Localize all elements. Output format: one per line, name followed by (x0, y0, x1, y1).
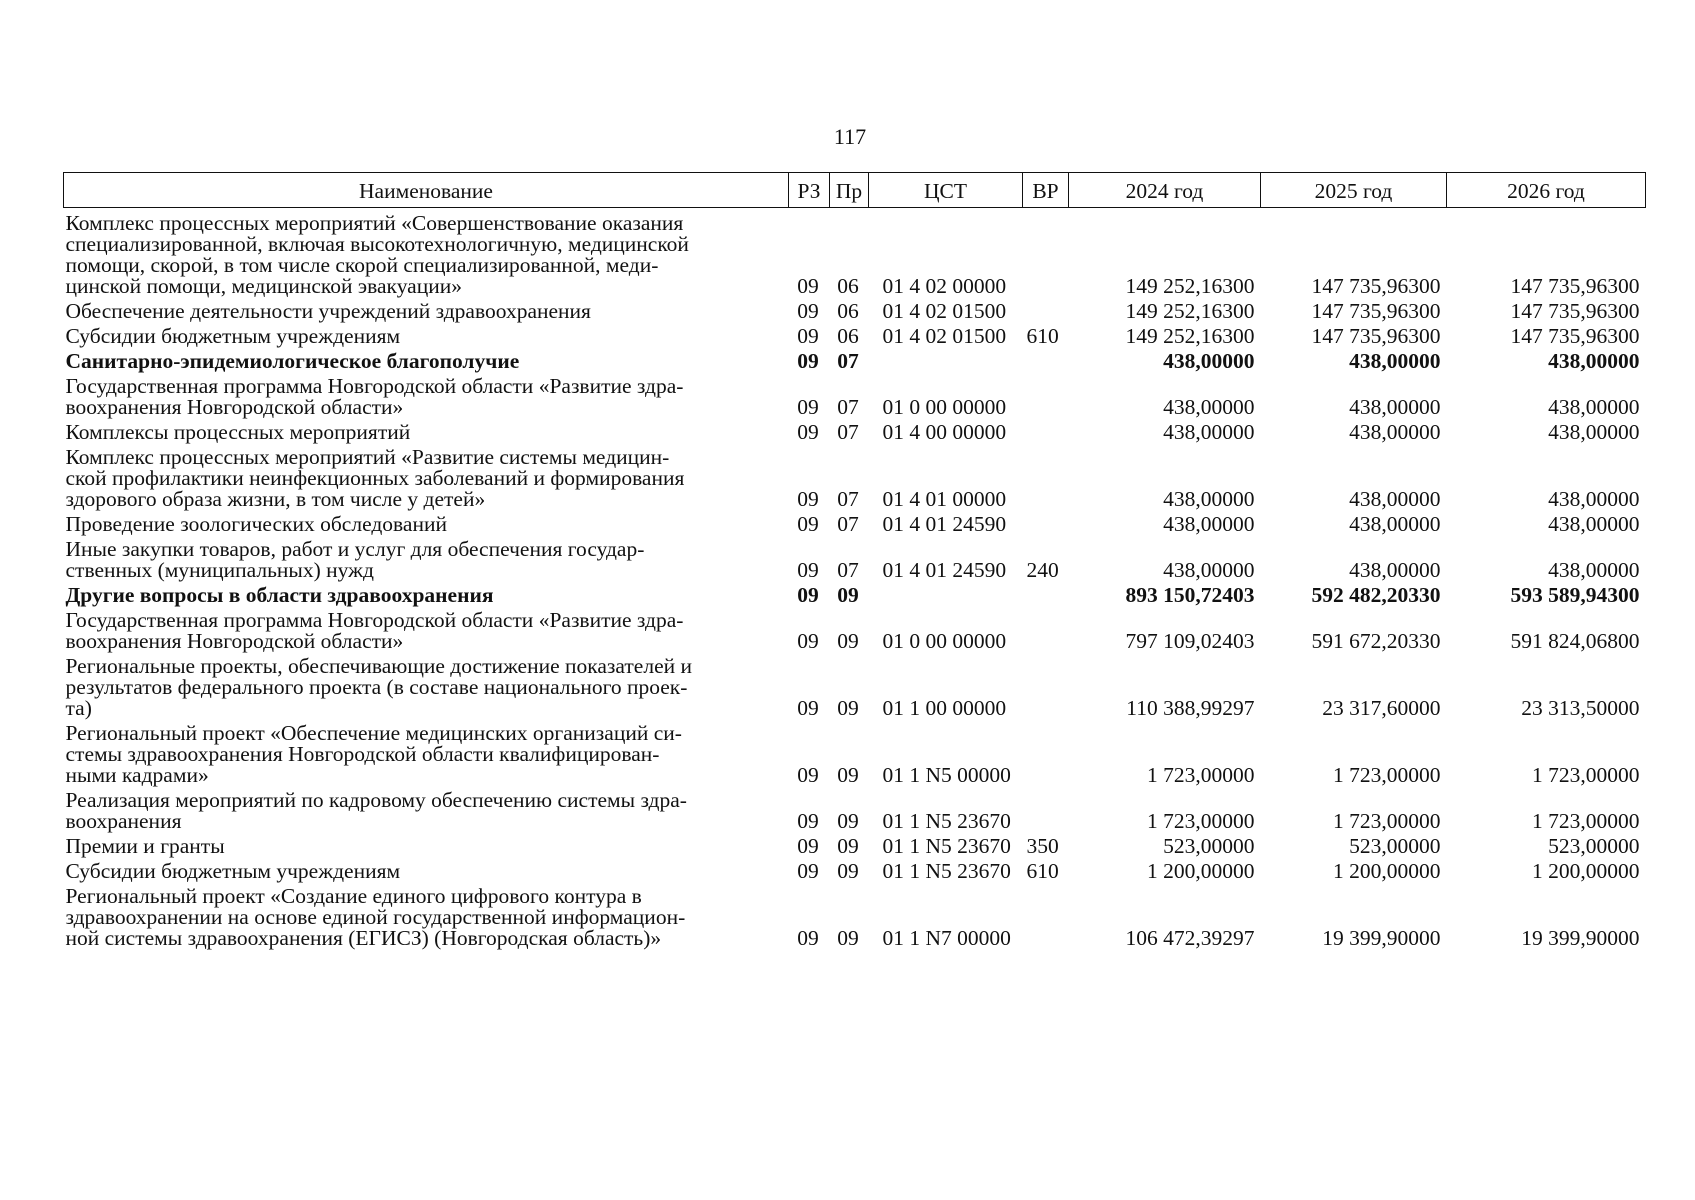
cell-2024: 438,00000 (1163, 395, 1255, 419)
cell-2024: 149 252,16300 (1125, 299, 1255, 323)
cell-pr: 09 (837, 926, 859, 950)
cell-2025: 438,00000 (1349, 512, 1441, 536)
cell-pr: 09 (837, 809, 859, 833)
cell-2026: 438,00000 (1548, 487, 1640, 511)
cell-pr: 06 (837, 324, 859, 348)
table-row (64, 789, 1646, 835)
cell-pr: 07 (837, 349, 859, 373)
cell-name: Комплексы процессных мероприятий (65, 420, 411, 444)
table-row (64, 835, 1646, 860)
table-row (64, 375, 1646, 421)
cell-pr: 06 (837, 299, 859, 323)
cell-2024: 438,00000 (1163, 558, 1255, 582)
cell-vr (1023, 375, 1069, 421)
cell-vr (1023, 208, 1069, 301)
cell-2025: 23 317,60000 (1322, 696, 1441, 720)
cell-vr (1023, 789, 1069, 835)
cell-2026: 593 589,94300 (1510, 583, 1640, 607)
cell-2025: 438,00000 (1349, 558, 1441, 582)
cell-name: Комплекс процессных мероприятий «Совершенствование оказания специализированной, включая высокотехнологичную, медицинской помощи, скорой, в том числе скорой специализированной, меди- цинской помощи, медицинской эвакуации» (65, 211, 689, 298)
cell-vr (1023, 655, 1069, 722)
cell-name: Региональные проекты, обеспечивающие достижение показателей и результатов федерального проекта (в составе национального проек- та) (65, 654, 693, 720)
cell-pr: 09 (837, 834, 859, 858)
cell-vr: 610 (1026, 324, 1059, 348)
cell-rz: 09 (797, 487, 819, 511)
cell-2024: 893 150,72403 (1125, 583, 1255, 607)
cell-name: Региональный проект «Обеспечение медицинских организаций си- стемы здравоохранения Новгородской области квалифицирован- ными кадрами» (65, 721, 682, 787)
cell-pr: 09 (837, 763, 859, 787)
table-row (64, 538, 1646, 584)
cell-pr: 06 (837, 274, 859, 298)
table-row (64, 300, 1646, 325)
cell-name: Региональный проект «Создание единого цифрового контура в здравоохранении на основе единой государственной информацион- ной системы здравоохранения (ЕГИСЗ) (Новгородская область)» (65, 884, 686, 950)
cell-cst: 01 1 00 00000 (882, 696, 1007, 720)
cell-2025: 19 399,90000 (1322, 926, 1441, 950)
cell-cst: 01 0 00 00000 (882, 629, 1007, 653)
cell-pr: 07 (837, 558, 859, 582)
cell-rz: 09 (797, 274, 819, 298)
cell-2024: 438,00000 (1163, 512, 1255, 536)
cell-2024: 797 109,02403 (1125, 629, 1255, 653)
cell-vr (1023, 885, 1069, 952)
cell-name: Реализация мероприятий по кадровому обеспечению системы здра- воохранения (65, 788, 687, 833)
cell-pr: 09 (837, 629, 859, 653)
cell-name: Санитарно-эпидемиологическое благополучие (65, 349, 520, 373)
cell-rz: 09 (797, 558, 819, 582)
cell-name: Государственная программа Новгородской области «Развитие здра- воохранения Новгородской области» (65, 608, 684, 653)
cell-2025: 1 723,00000 (1333, 763, 1441, 787)
cell-2026: 523,00000 (1548, 834, 1640, 858)
cell-2026: 1 723,00000 (1532, 763, 1640, 787)
cell-vr (1023, 609, 1069, 655)
cell-2024: 110 388,99297 (1126, 696, 1255, 720)
cell-2025: 523,00000 (1349, 834, 1441, 858)
cell-name: Субсидии бюджетным учреждениям (65, 324, 401, 348)
cell-name: Премии и гранты (65, 834, 225, 858)
cell-2024: 438,00000 (1163, 349, 1255, 373)
cell-name: Обеспечение деятельности учреждений здравоохранения (65, 299, 591, 323)
cell-vr: 610 (1026, 859, 1059, 883)
cell-2026: 438,00000 (1548, 420, 1640, 444)
header-name: Наименование (64, 173, 789, 208)
cell-cst: 01 4 02 01500 (882, 299, 1007, 323)
cell-rz: 09 (797, 809, 819, 833)
header-2024: 2024 год (1069, 173, 1261, 208)
cell-2026: 438,00000 (1548, 395, 1640, 419)
cell-cst: 01 4 01 00000 (882, 487, 1007, 511)
cell-cst: 01 1 N5 23670 (882, 809, 1011, 833)
table-row (64, 655, 1646, 722)
cell-rz: 09 (797, 512, 819, 536)
cell-2025: 147 735,96300 (1311, 324, 1441, 348)
cell-vr (1023, 446, 1069, 513)
cell-2024: 149 252,16300 (1125, 324, 1255, 348)
cell-rz: 09 (797, 395, 819, 419)
cell-2025: 592 482,20330 (1311, 583, 1441, 607)
cell-2024: 149 252,16300 (1125, 274, 1255, 298)
cell-vr (1023, 722, 1069, 789)
header-2026: 2026 год (1447, 173, 1646, 208)
cell-2025: 591 672,20330 (1311, 629, 1441, 653)
cell-2025: 1 200,00000 (1333, 859, 1441, 883)
table-row (64, 584, 1646, 609)
cell-rz: 09 (797, 583, 819, 607)
cell-2024: 523,00000 (1163, 834, 1255, 858)
table-body (64, 208, 1646, 953)
cell-2026: 1 200,00000 (1532, 859, 1640, 883)
cell-pr: 09 (837, 583, 859, 607)
cell-vr (1023, 513, 1069, 538)
cell-2026: 1 723,00000 (1532, 809, 1640, 833)
cell-rz: 09 (797, 859, 819, 883)
header-cst: ЦСТ (869, 173, 1023, 208)
table-header (64, 173, 1646, 208)
cell-rz: 09 (797, 299, 819, 323)
cell-cst: 01 1 N5 23670 (882, 834, 1011, 858)
cell-vr (1023, 584, 1069, 609)
cell-pr: 07 (837, 487, 859, 511)
cell-cst: 01 1 N5 00000 (882, 763, 1011, 787)
cell-2025: 438,00000 (1349, 420, 1441, 444)
header-pr: Пр (830, 173, 869, 208)
cell-cst: 01 4 02 00000 (882, 274, 1007, 298)
header-vr: ВР (1023, 173, 1069, 208)
cell-name: Субсидии бюджетным учреждениям (65, 859, 401, 883)
cell-cst: 01 4 02 01500 (882, 324, 1007, 348)
cell-rz: 09 (797, 696, 819, 720)
cell-2025: 1 723,00000 (1333, 809, 1441, 833)
cell-cst (869, 584, 1023, 609)
cell-2026: 591 824,06800 (1510, 629, 1640, 653)
cell-pr: 09 (837, 859, 859, 883)
budget-table (63, 172, 1646, 952)
cell-vr (1023, 300, 1069, 325)
cell-cst (869, 350, 1023, 375)
cell-rz: 09 (797, 349, 819, 373)
cell-name: Государственная программа Новгородской области «Развитие здра- воохранения Новгородской области» (65, 374, 684, 419)
cell-2025: 147 735,96300 (1311, 299, 1441, 323)
table-row (64, 513, 1646, 538)
cell-2026: 147 735,96300 (1510, 274, 1640, 298)
cell-2024: 1 723,00000 (1147, 809, 1255, 833)
cell-vr: 240 (1026, 558, 1059, 582)
header-rz: РЗ (789, 173, 830, 208)
cell-cst: 01 0 00 00000 (882, 395, 1007, 419)
header-row (64, 173, 1646, 208)
cell-2026: 147 735,96300 (1510, 324, 1640, 348)
cell-2026: 19 399,90000 (1521, 926, 1640, 950)
table-row (64, 421, 1646, 446)
cell-cst: 01 4 00 00000 (882, 420, 1007, 444)
cell-cst: 01 4 01 24590 (882, 512, 1007, 536)
cell-rz: 09 (797, 629, 819, 653)
header-2025: 2025 год (1261, 173, 1447, 208)
cell-2024: 1 723,00000 (1147, 763, 1255, 787)
cell-rz: 09 (797, 420, 819, 444)
cell-rz: 09 (797, 834, 819, 858)
cell-name: Иные закупки товаров, работ и услуг для обеспечения государ- ственных (муниципальных) нужд (65, 537, 645, 582)
cell-2024: 438,00000 (1163, 420, 1255, 444)
cell-2026: 23 313,50000 (1521, 696, 1640, 720)
cell-rz: 09 (797, 324, 819, 348)
cell-2026: 438,00000 (1548, 512, 1640, 536)
cell-pr: 07 (837, 512, 859, 536)
cell-2024: 1 200,00000 (1147, 859, 1255, 883)
cell-2026: 438,00000 (1548, 349, 1640, 373)
cell-name: Проведение зоологических обследований (65, 512, 447, 536)
cell-2026: 438,00000 (1548, 558, 1640, 582)
cell-pr: 09 (837, 696, 859, 720)
table-row (64, 609, 1646, 655)
cell-cst: 01 1 N7 00000 (882, 926, 1011, 950)
cell-rz: 09 (797, 763, 819, 787)
table-row (64, 446, 1646, 513)
table-row (64, 208, 1646, 301)
page-number: 117 (833, 124, 867, 149)
cell-vr (1023, 350, 1069, 375)
cell-2025: 438,00000 (1349, 349, 1441, 373)
cell-vr (1023, 421, 1069, 446)
cell-2025: 147 735,96300 (1311, 274, 1441, 298)
cell-pr: 07 (837, 395, 859, 419)
cell-2025: 438,00000 (1349, 487, 1441, 511)
cell-vr: 350 (1026, 834, 1059, 858)
table-row (64, 350, 1646, 375)
cell-2025: 438,00000 (1349, 395, 1441, 419)
cell-rz: 09 (797, 926, 819, 950)
cell-name: Комплекс процессных мероприятий «Развитие системы медицин- ской профилактики неинфекционных заболеваний и формирования здорового образа жизни, в том числе у детей» (65, 445, 685, 511)
cell-2026: 147 735,96300 (1510, 299, 1640, 323)
cell-2024: 438,00000 (1163, 487, 1255, 511)
cell-name: Другие вопросы в области здравоохранения (65, 583, 494, 607)
table-row (64, 325, 1646, 350)
table-row (64, 885, 1646, 952)
table-row (64, 860, 1646, 885)
cell-2024: 106 472,39297 (1125, 926, 1255, 950)
cell-cst: 01 1 N5 23670 (882, 859, 1011, 883)
table-row (64, 722, 1646, 789)
cell-pr: 07 (837, 420, 859, 444)
cell-cst: 01 4 01 24590 (882, 558, 1007, 582)
